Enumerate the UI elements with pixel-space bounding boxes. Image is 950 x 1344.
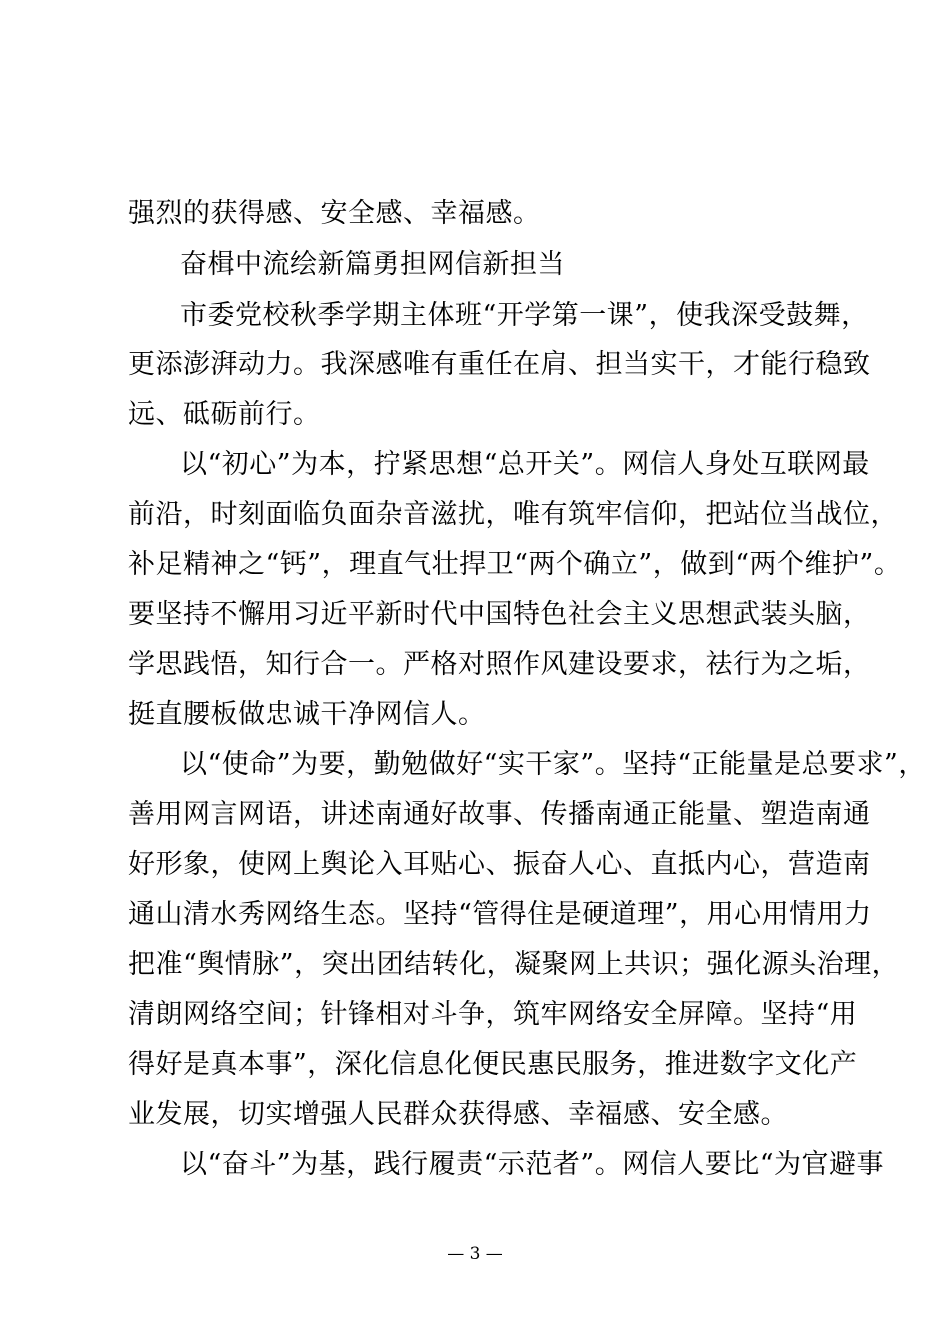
text-line: 业发展，切实增强人民群众获得感、幸福感、安全感。 [128, 1099, 788, 1130]
text-line: 以“奋斗”为基，践行履责“示范者”。网信人要比“为官避事 [180, 1149, 885, 1180]
text-line: 好形象，使网上舆论入耳贴心、振奋人心、直抵内心，营造南 [128, 849, 871, 880]
text-line: 挺直腰板做忠诚干净网信人。 [128, 699, 486, 730]
text-line: 把准“舆情脉”，突出团结转化，凝聚网上共识；强化源头治理， [128, 949, 900, 980]
text-line: 学思践悟，知行合一。严格对照作风建设要求，祛行为之垢， [128, 649, 871, 680]
section-heading: 奋楫中流绘新篇勇担网信新担当 [180, 249, 565, 280]
text-line: 远、砥砺前行。 [128, 399, 321, 430]
text-line: 以“初心”为本，拧紧思想“总开关”。网信人身处互联网最 [180, 449, 870, 480]
text-line: 善用网言网语，讲述南通好故事、传播南通正能量、塑造南通 [128, 799, 871, 830]
page-number: — 3 — [447, 1244, 503, 1264]
text-line: 市委党校秋季学期主体班“开学第一课”，使我深受鼓舞， [180, 300, 869, 331]
text-line: 更添澎湃动力。我深感唯有重任在肩、担当实干，才能行稳致 [128, 349, 871, 380]
text-line: 要坚持不懈用习近平新时代中国特色社会主义思想武装头脑， [128, 599, 871, 630]
text-line: 以“使命”为要，勤勉做好“实干家”。坚持“正能量是总要求”， [180, 749, 926, 780]
text-line: 补足精神之“钙”，理直气壮捍卫“两个确立”，做到“两个维护”。 [128, 549, 902, 580]
text-line: 得好是真本事”，深化信息化便民惠民服务，推进数字文化产 [128, 1049, 858, 1080]
text-line: 前沿，时刻面临负面杂音滋扰，唯有筑牢信仰，把站位当战位， [128, 499, 898, 530]
text-line: 清朗网络空间；针锋相对斗争，筑牢网络安全屏障。坚持“用 [128, 999, 858, 1030]
text-line: 强烈的获得感、安全感、幸福感。 [128, 198, 541, 229]
text-line: 通山清水秀网络生态。坚持“管得住是硬道理”，用心用情用力 [128, 899, 872, 930]
